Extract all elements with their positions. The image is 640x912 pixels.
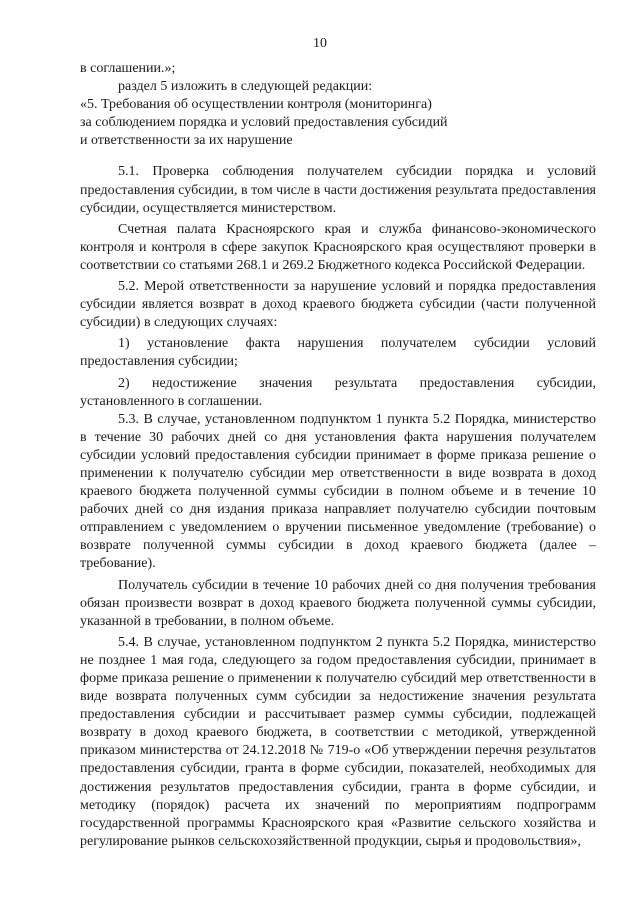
paragraph-5-2: 5.2. Мерой ответственности за нарушение условий и порядка предоставления субсидии является возврат в доход краевого бюджета субсидии (части полученной субсидии) в следующих случаях:: [80, 279, 596, 331]
paragraph-5-2-item-1: 1) установление факта нарушения получателем субсидии условий предоставления субсидии;: [80, 336, 596, 370]
paragraph-5-2-item-2: 2) недостижение значения результата предоставления субсидии, установленного в соглашении.: [80, 375, 596, 409]
paragraph-5-1: 5.1. Проверка соблюдения получателем субсидии порядка и условий предоставления субсидии, в том числе в части достижения результата предоставления субсидии, осуществляется министерством.: [80, 164, 596, 216]
paragraph-5-3: 5.3. В случае, установленном подпунктом 1 пункта 5.2 Порядка, министерство в течение 30 рабочих дней со дня установления факта нарушения получателем субсидии условий предоставления субсидии принимает в форме приказа решение о применении к получателю субсидии мер ответственности в виде возврата в доход краевого бюджета полученной суммы субсидии в полном объеме и в течение 10 рабочих дней со дня издания приказа направляет получателю субсидии почтовым отправлением с уведомлением о вручении письменное уведомление (требование) о возврате полученной суммы субсидии в доход краевого бюджета (далее – требование).: [80, 411, 596, 572]
paragraph-audit: Счетная палата Красноярского края и служба финансово-экономического контроля и контроля в сфере закупок Красноярского края осуществляют проверки в соответствии со статьями 268.1 и 269.2 Бюджетного кодекса Российской Федерации.: [80, 221, 596, 273]
paragraph-recipient: Получатель субсидии в течение 10 рабочих дней со дня получения требования обязан произвести возврат в доход краевого бюджета полученной суммы субсидии, указанной в требовании, в полном объеме.: [80, 577, 596, 629]
section-heading: [80, 96, 596, 150]
page-number: 10: [313, 36, 327, 51]
section-heading-line-3: и ответственности за их нарушение: [80, 133, 293, 149]
paragraph-5-4: 5.4. В случае, установленном подпунктом 2 пункта 5.2 Порядка, министерство не позднее 1 мая года, следующего за годом предоставления субсидии, принимает в форме приказа решение о применении к получателю субсидий мер ответственности в виде возврата полученных сумм субсидии за недостижение значения результата предоставления субсидии и рассчитывает размер суммы субсидии, подлежащей возврату в доход краевого бюджета, в соответствии с методикой, утвержденной приказом министерства от 24.12.2018 № 719-о «Об утверждении перечня результатов предоставления субсидии, гранта в форме субсидии, показателей, необходимых для достижения результатов предоставления субсидии, гранта в форме субсидии, и методику (порядок) расчета их значений по мероприятиям подпрограмм государственной программы Красноярского края «Развитие сельского хозяйства и регулирование рынков сельскохозяйственной продукции, сырья и продовольствия»,: [80, 634, 596, 849]
document-body: [80, 60, 596, 851]
section-heading-line-1: «5. Требования об осуществлении контроля (мониторинга): [80, 97, 432, 113]
section-heading-line-2: за соблюдением порядка и условий предоставления субсидий: [80, 115, 448, 131]
intro-line-1: в соглашении.»;: [80, 61, 176, 76]
intro-line-2: раздел 5 изложить в следующей редакции:: [118, 79, 373, 95]
